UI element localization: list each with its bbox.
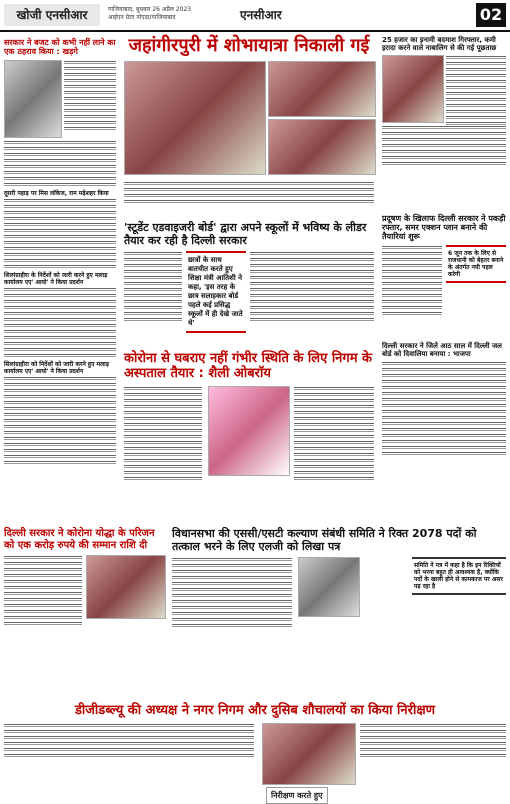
brand-logo: खोजी एनसीआर: [4, 4, 100, 26]
procession-photo-3: [268, 119, 376, 175]
left-column: [4, 38, 116, 466]
right-pull-quote: 6 जून तक के लिए से राजधानी को बेहतर बनाने के अंतर्गत नयी पहल करेगी: [446, 245, 506, 283]
bottom-full-story: [4, 703, 506, 800]
page-header: [0, 0, 510, 32]
edition-text: आईएन ग्रेटर नोएडा/गाजियाबाद: [108, 14, 176, 21]
right-headline: 25 हजार का इनामी बदमाश गिरफ्तार, कमी इरादा करने वाले नाबालिग से की गई पूछताछ: [382, 36, 497, 53]
procession-photo-2: [268, 61, 376, 117]
center-headline-2: 'स्टूडेंट एडवाइजरी बोर्ड' द्वारा अपने स्कूलों में भविष्य के लीडर तैयार कर रही है दिल्ली सरकार: [124, 221, 367, 247]
bottom-left-story: [4, 528, 164, 705]
left-headline-3: शिलांग्राहीरा के निर्देशों को जारी करने हुए मलाड़ कार्यालय एए' आयो' ने किया प्रदर्शन: [4, 272, 108, 287]
left-headline-4: सिलांग्राहीरा को निर्देशों को जारी करने हुए मलाड़ कार्यालय एए' आयो' ने किया प्रदर्शन: [4, 361, 109, 375]
right-headline-3: दिल्ली सरकार ने जिले आठ साल में दिल्ली जल बोर्ड को दिवालिया बनाया : भाजपा: [382, 342, 502, 359]
left-headline: सरकार ने बजट को कभी नहीं लाने का एक ठहराव किया : खड़गे: [4, 38, 116, 57]
mayor-photo: [208, 386, 290, 476]
center-headline: जहांगीरपुरी में शोभायात्रा निकाली गई: [128, 35, 370, 56]
inspection-photo: [262, 723, 356, 785]
date-text: गाजियाबाद, बुधवार 26 अप्रैल 2023: [108, 6, 192, 13]
bottom-center-headline: विधानसभा की एससी/एसटी कल्याण संबंधी समिति ने रिक्त 2078 पदों को तत्काल भरने के लिए एलजी को लिखा पत्र: [172, 527, 477, 553]
politician-photo: [4, 60, 62, 138]
bottom-full-headline: डीजीडब्ल्यू की अध्यक्ष ने नगर निगम और दुसिब शौचालयों का किया निरीक्षण: [74, 703, 436, 718]
right-photo: [382, 55, 444, 123]
right-story-2: [382, 214, 506, 345]
center-headline-3: कोरोना से घबराए नहीं गंभीर स्थिति के लिए निगम के अस्पताल तैयार : शैली ओबराॅय: [124, 351, 373, 381]
photo-caption: निरीक्षण करते हुए: [266, 787, 328, 804]
right-story-3: [382, 342, 506, 457]
left-story-body: [4, 140, 116, 187]
left-headline-2: दूसरी पहाड़ पर मिस लॉकेज, राम मढ़ेशहर किया: [4, 190, 109, 198]
committee-photo: [298, 557, 360, 617]
center-top-story: [124, 36, 374, 205]
center-pull-quote: छात्रों के साथ बातचीत करते हुए शिक्षा मंत्री आतिशी ने कहा, 'इस तरह के छात्र सलाहकार बोर्ड पहले कई प्रसिद्ध स्कूलों में ही देखे जाते थे': [186, 251, 246, 333]
dateline: [108, 6, 191, 22]
right-column: [382, 36, 506, 167]
center-story-3: [124, 352, 374, 516]
right-headline-2: प्रदूषण के खिलाफ दिल्ली सरकार ने पकड़ी रफ्तार, समर एक्शन प्लान बनाने की तैयारियां शुरू: [382, 214, 506, 242]
section-masthead: एनसीआर: [240, 8, 282, 22]
bottom-left-headline: दिल्ली सरकार ने कोरोना योद्धा के परिजन को एक करोड़ रुपये की सम्मान राशि दी: [4, 528, 155, 551]
center-story-2: [124, 222, 374, 335]
procession-photo-1: [124, 61, 266, 175]
header-rule: [0, 30, 510, 32]
bottom-pull-quote: समिति ने पत्र में कहा है कि इन रिक्तियों को भरना बहुत ही आवश्यक है, क्योंकि पदों के खाली होने से कामकाज पर असर पड़ रहा है: [412, 557, 506, 595]
bottom-center-story: [172, 528, 506, 657]
page-number: 02: [476, 3, 506, 27]
minister-photo: [86, 555, 166, 619]
